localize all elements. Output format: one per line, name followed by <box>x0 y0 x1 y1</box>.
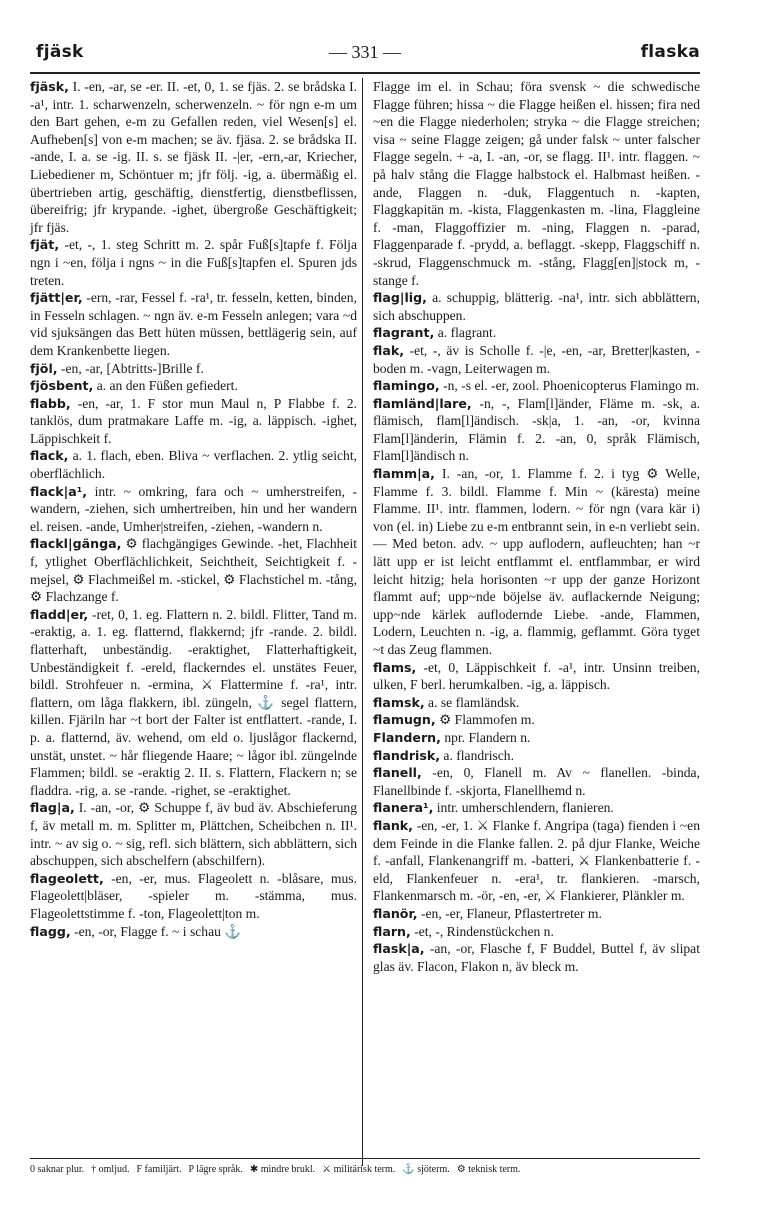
entry-definition: a. an den Füßen gefiedert. <box>96 378 238 394</box>
dictionary-entry <box>373 799 700 817</box>
entry-headword: flarn, <box>373 923 411 939</box>
header-right-guide-word: flaska <box>640 42 700 62</box>
columns <box>30 78 700 1166</box>
entry-headword: flak, <box>373 342 404 358</box>
entry-definition: -en, 0, Flanell m. Av ~ flanellen. -binda, Flanellbinde f. -skjorta, Flanellhemd n. <box>373 765 700 798</box>
entry-headword: fjätt|er, <box>30 290 83 306</box>
dictionary-entry <box>373 711 700 729</box>
dictionary-entry <box>373 729 700 747</box>
left-column <box>30 78 362 1166</box>
entry-headword: flack, <box>30 448 69 464</box>
entry-definition: I. -an, -or, ⚙ Schuppe f, äv bud äv. Abschieferung f, äv metall m. m. Splitter m, Plättchen, Scheibchen n. II¹. intr. ~ av sig o. ~ sig, refl. sich blättern, sich abblättern, sich abschuppen, sich abschelfern (abschilfern). <box>30 800 357 869</box>
dictionary-entry <box>30 483 357 536</box>
entry-definition: -en, -ar, [Abtritts-]Brille f. <box>60 360 204 376</box>
entry-definition: a. 1. flach, eben. Bliva ~ verflachen. 2. ytlig seicht, oberflächlich. <box>30 448 357 482</box>
entry-headword: fjäsk, <box>30 79 69 94</box>
entry-definition: -et, -, äv is Scholle f. -|e, -en, -ar, Bretter|kasten, -boden m. -vagn, Leiterwagen m. <box>373 342 700 376</box>
dictionary-entry <box>30 799 357 869</box>
entry-definition: a. flandrisch. <box>443 747 514 763</box>
entry-headword: flagg, <box>30 923 71 939</box>
dictionary-entry <box>30 78 357 236</box>
entry-headword: flamm|a, <box>373 466 435 482</box>
legend-item: ⚓ sjöterm. <box>402 1164 450 1175</box>
entry-definition: -n, -s el. -er, zool. Phoenicopterus Flamingo m. <box>443 378 700 394</box>
entry-headword: flank, <box>373 817 413 833</box>
entry-definition: -ret, 0, 1. eg. Flattern n. 2. bildl. Flitter, Tand m. -eraktig, a. 1. eg. flatternd, flakkernd; jfr -rande. 2. bildl. flatterhaft, unbeständig. -eraktighet, Flatterhaftigkeit, Unbeständigkeit f. -ereld, flackerndes el. unstätes Feuer, bildl. Strohfeuer n. -ermina, ⚔ Flattermine f. -ra¹, intr. flattern, om låga flakkern, ibl. züngeln, ⚓ segel flattern, killen. Fjäriln har ~t bort der Falter ist entflattert. -rande, I. p. a. flatternd, äv. wehend, om eld o. ljuslågor flackernd, unstät, unstet. ~ hår fliegende Haare; ~ lågor ibl. züngelnde Flammen; bildl. se -eraktig 2. II. s. Flattern, Flackern n; se fladdra. -rig, a. se -rande. -righet, se -eraktighet. <box>30 606 357 798</box>
dictionary-entry <box>30 289 357 359</box>
entry-headword: flagrant, <box>373 325 435 341</box>
dictionary-entry <box>373 694 700 712</box>
dictionary-entry <box>373 289 700 324</box>
dictionary-entry <box>373 764 700 799</box>
entry-definition: Flagge im el. in Schau; föra svensk ~ die schwedische Flagge führen; hissa ~ die Flagge heißen el. hissen; fira ned ~en die Flagge niederholen; stryka ~ die Flagge streichen; visa ~ seine Flagge zeigen; gå under falsk ~ unter falscher Flagge segeln. + -a, I. -an, -or, se flagg. II¹. intr. flaggen. ~ på halv stång die Flagge halbstock el. Halbmast heißen. -ande, Flaggen n. -duk, Flaggentuch n. -kapten, Flaggkapitän m. -kista, Flaggenkasten m. -lina, Flaggleine f. -man, Flaggoffizier m. -ning, Flaggen n. -parad, Flaggenparade f. -prydd, a. beflaggt. -skepp, Flaggschiff n. -skrud, Flaggenschmuck m. -stång, Flagg[en]|stock m, -stange f. <box>373 79 700 288</box>
dictionary-entry <box>373 923 700 941</box>
entry-definition: -en, -or, Flagge f. ~ i schau ⚓ <box>74 923 242 939</box>
entry-definition: a. se flamländsk. <box>428 694 520 710</box>
entry-headword: flamingo, <box>373 378 440 394</box>
entry-headword: fjöl, <box>30 360 58 376</box>
entry-headword: fladd|er, <box>30 606 89 622</box>
entry-headword: flamländ|lare, <box>373 395 472 411</box>
dictionary-entry <box>30 447 357 482</box>
entry-definition: npr. Flandern n. <box>444 729 531 745</box>
entry-definition: -n, -, Flam[l]änder, Fläme m. -sk, a. flämisch, flam[l]ändisch. -sk|a, 1. -an, -or, kvinna Flam[l]änderin, Flämin f. 2. -an, 0, språk Flämisch, Flam[l]ändisch n. <box>373 395 700 464</box>
entry-headword: flabb, <box>30 395 71 411</box>
right-column <box>362 78 700 1166</box>
dictionary-entry <box>373 78 700 289</box>
page-header <box>30 32 700 74</box>
entry-headword: Flandern, <box>373 729 441 745</box>
entry-headword: flag|lig, <box>373 290 427 306</box>
entry-headword: fjät, <box>30 237 60 253</box>
entry-definition: -ern, -rar, Fessel f. -ra¹, tr. fesseln, ketten, binden, in Fesseln schlagen. ~ ngn äv. e-m Fesseln anlegen; vara ~d vid sjuksängen das Bett hüten müssen, bettlägerig sein, auf dem Krankenbette liegen. <box>30 290 357 358</box>
dictionary-entry <box>30 870 357 923</box>
legend-item: † omljud. <box>91 1164 130 1175</box>
entry-definition: intr. ~ omkring, fara och ~ umherstreifen, -wandern, -ziehen, sich umhertreiben, hin und her wandern el. reisen. -ande, Umher|streifen, -ziehen, -wandern n. <box>30 483 357 534</box>
dictionary-entry <box>373 905 700 923</box>
entry-definition: -et, -, Rindenstückchen n. <box>414 923 554 939</box>
entry-definition: a. flagrant. <box>437 325 497 341</box>
dictionary-entry <box>373 465 700 659</box>
dictionary-entry <box>30 535 357 605</box>
entry-definition: -en, -er, Flaneur, Pflastertreter m. <box>421 905 602 921</box>
entry-headword: flamugn, <box>373 712 436 728</box>
dictionary-entry <box>373 342 700 377</box>
entry-headword: flandrisk, <box>373 747 440 763</box>
dictionary-entry <box>30 606 357 800</box>
entry-definition: I. -en, -ar, se -er. II. -et, 0, 1. se fjäs. 2. se brådska I. -a¹, intr. 1. scharwenzeln, scherwenzeln. ~ för ngn e-m um den Bart gehen, e-m zu Gefallen reden, viel Wesen[s] el. Aufheben[s] von e-m machen; se äv. fjäsa. 2. se brådska II. -ande, I. a. se -ig. II. s. se fjäsk II. -|er, -ern,-ar, Kriecher, Liebediener m, Schöntuer m; jfr följ. -ig, a. übermäßig el. übertrieben artig, geschäftig, dienstfertig, dienstbeflissen, übereifrig; jfr krypande. -ighet, übergroße Geschäftigkeit; jfr fjäs. <box>30 79 357 235</box>
entry-definition: -en, -er, 1. ⚔ Flanke f. Angripa (taga) fienden i ~en dem Feinde in die Flanke fallen. 2. på djur Flanke, Weiche f. -anfall, Flankenangriff m. -batteri, ⚔ Flankenbatterie f. -eld, Flankenfeuer n. -era¹, tr. flankieren. -marsch, Flankenmarsch m. -ör, -en, -er, ⚔ Flankierer, Plänkler m. <box>373 817 700 904</box>
dictionary-entry <box>30 377 357 395</box>
entry-headword: flag|a, <box>30 800 75 816</box>
dictionary-entry <box>373 377 700 395</box>
entry-definition: -et, 0, Läppischkeit f. -a¹, intr. Unsinn treiben, ulken, F berl. herumkalben. -ig, a. läppisch. <box>373 659 700 693</box>
legend-item: P lägre språk. <box>188 1164 243 1175</box>
entry-definition: -en, -er, mus. Flageolett n. -blåsare, mus. Flageolett|bläser, -spieler m. -stämma, mus. Flageolettstimme f. -ton, Flageolett|ton m. <box>30 870 357 921</box>
legend-item: ✱ mindre brukl. <box>249 1164 316 1175</box>
entry-headword: flanell, <box>373 765 422 781</box>
dictionary-page <box>30 32 700 1222</box>
entry-definition: a. schuppig, blätterig. -na¹, intr. sich abblättern, sich abschuppen. <box>373 290 700 323</box>
legend-item: 0 saknar plur. <box>30 1164 85 1175</box>
entry-definition: -et, -, 1. steg Schritt m. 2. spår Fuß[s]tapfe f. Följa ngn i ~en, följa i ngns ~ in die Fuß[s]tapfen el. Spuren jds treten. <box>30 237 357 288</box>
dictionary-entry <box>373 659 700 694</box>
entry-definition: ⚙ flachgängiges Gewinde. -het, Flachheit f, ytlighet Oberflächlichkeit, Seichtheit, Seichtigkeit f. -mejsel, ⚙ Flachmeißel m. -stickel, ⚙ Flachstichel m. -tång, ⚙ Flachzange f. <box>30 536 357 605</box>
dictionary-entry <box>373 747 700 765</box>
entry-headword: flamsk, <box>373 694 425 710</box>
page-number: — 331 — <box>329 42 401 62</box>
entry-headword: flams, <box>373 659 417 675</box>
entry-headword: flanör, <box>373 905 418 921</box>
dictionary-entry <box>30 360 357 378</box>
legend-item: ⚙ teknisk term. <box>456 1164 521 1175</box>
abbreviation-legend <box>30 1158 700 1175</box>
dictionary-entry <box>373 395 700 465</box>
dictionary-entry <box>373 817 700 905</box>
header-left-guide-word: fjäsk <box>36 42 84 62</box>
legend-item: ⚔ militärisk term. <box>322 1164 396 1175</box>
entry-headword: flageolett, <box>30 870 104 886</box>
entry-headword: fjösbent, <box>30 378 94 394</box>
dictionary-entry <box>373 324 700 342</box>
entry-definition: intr. umherschlendern, flanieren. <box>436 800 614 816</box>
entry-headword: flack|a¹, <box>30 483 88 499</box>
dictionary-entry <box>30 923 357 941</box>
entry-definition: -an, -or, Flasche f, F Buddel, Buttel f, äv slipat glas äv. Flacon, Flakon n, äv bleck m. <box>373 941 700 974</box>
entry-headword: flanera¹, <box>373 800 434 816</box>
entry-definition: ⚙ Flammofen m. <box>439 712 535 728</box>
entry-headword: flackl|gänga, <box>30 536 122 552</box>
entry-headword: flask|a, <box>373 941 425 957</box>
entry-definition: -en, -ar, 1. F stor mun Maul n, P Flabbe f. 2. tanklös, dum pratmakare Laffe m. -ig, a. läppisch. -ighet, Läppischkeit f. <box>30 395 357 446</box>
dictionary-entry <box>30 236 357 289</box>
dictionary-entry <box>373 940 700 975</box>
dictionary-entry <box>30 395 357 448</box>
entry-definition: I. -an, -or, 1. Flamme f. 2. i tyg ⚙ Welle, Flamme f. 3. bildl. Flamme f. Min ~ (käresta) meine Flamme. II¹. intr. flammen, lodern. ~ för ngn (vara kär i) von (el. in) Liebe zu e-m entbrannt sein, in e-n verliebt sein. — Med beton. adv. ~ upp auflodern, aufleuchten; han ~r lätt upp er ist leicht entflammt el. entflammbar, er wird leicht hitzig; hela horisonten ~r upp der ganze Horizont flammt auf; upp~nde böjelse äv. auflackernde Neigung; upp~nde kärlek auflodernde Liebe. -ande, Flammen, Lodern, Leuchten n. -ig, a. flammig, geflammt. Göra tyget ~t das Zeug flammen. <box>373 466 700 657</box>
legend-item: F familjärt. <box>136 1164 182 1175</box>
